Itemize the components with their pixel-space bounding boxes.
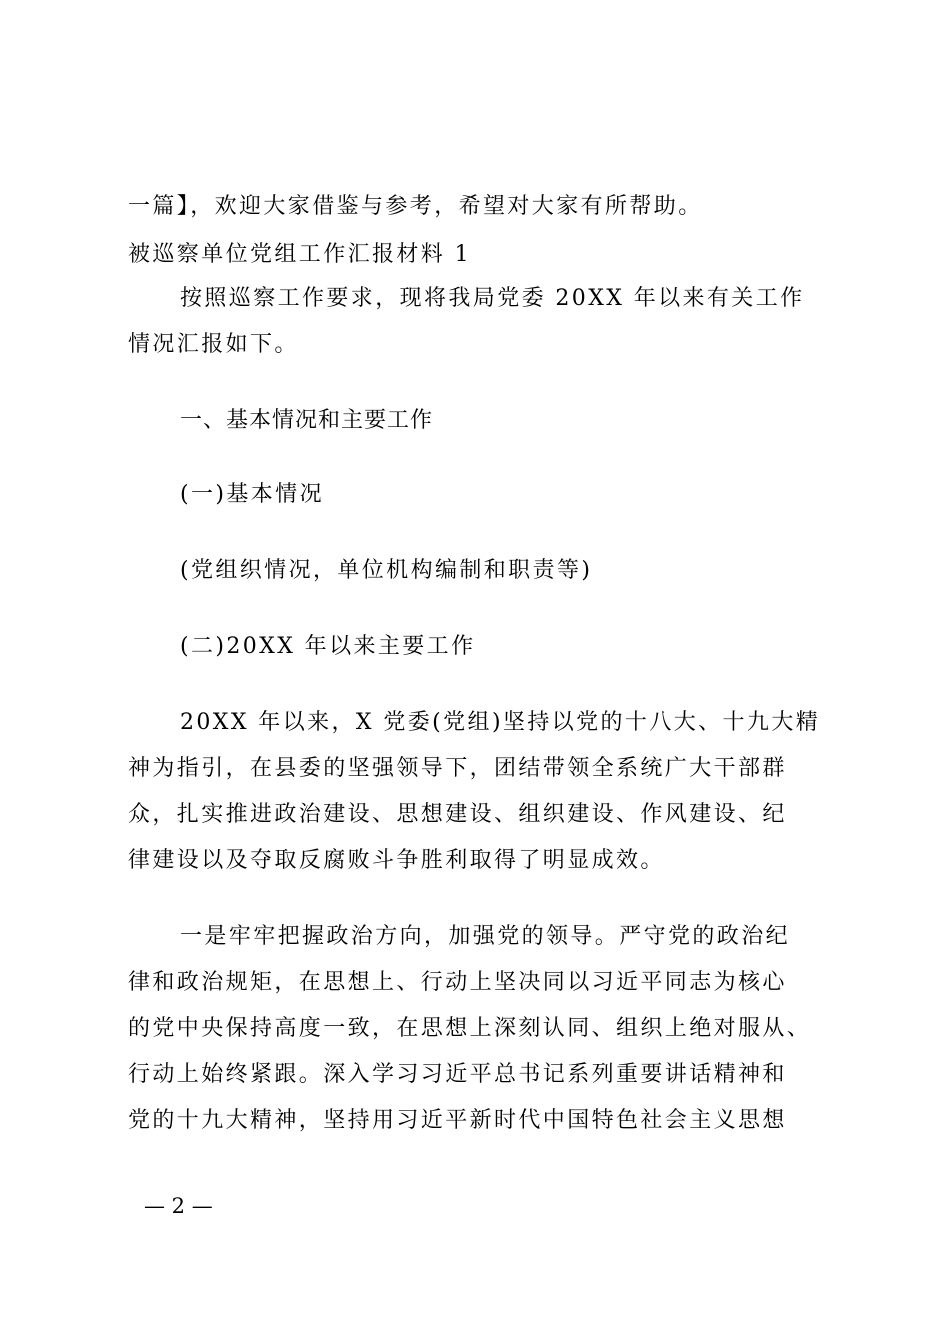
para-work-line-4: 律建设以及夺取反腐败斗争胜利取得了明显成效。 [128, 848, 665, 873]
intro-line: 一篇】，欢迎大家借鉴与参考，希望对大家有所帮助。 [128, 194, 703, 219]
para-work-line-1: 20XX 年以来，X 党委(党组)坚持以党的十八大、十九大精 [180, 710, 821, 735]
para-intro-line-2: 情况汇报如下。 [128, 332, 299, 357]
subsection-2-heading: (二)20XX 年以来主要工作 [180, 634, 476, 659]
para-work-line-3: 众，扎实推进政治建设、思想建设、组织建设、作风建设、纪 [128, 802, 787, 827]
subsection-1-heading: (一)基本情况 [180, 482, 324, 507]
para-work-line-2: 神为指引，在县委的坚强领导下，团结带领全系统广大干部群 [128, 756, 787, 781]
subsection-1-note: (党组织情况，单位机构编制和职责等) [180, 558, 593, 583]
para-politics-line-4: 行动上始终紧跟。深入学习习近平总书记系列重要讲话精神和 [128, 1062, 787, 1087]
para-intro-line-1: 按照巡察工作要求，现将我局党委 20XX 年以来有关工作 [180, 286, 805, 311]
para-politics-line-3: 的党中央保持高度一致，在思想上深刻认同、组织上绝对服从、 [128, 1016, 812, 1041]
section-1-heading: 一、基本情况和主要工作 [180, 408, 434, 433]
para-politics-line-1: 一是牢牢把握政治方向，加强党的领导。严守党的政治纪 [180, 924, 791, 949]
document-title: 被巡察单位党组工作汇报材料 1 [128, 242, 471, 267]
page-number: — 2 — [144, 1194, 213, 1218]
para-politics-line-5: 党的十九大精神，坚持用习近平新时代中国特色社会主义思想 [128, 1108, 787, 1133]
para-politics-line-2: 律和政治规矩，在思想上、行动上坚决同以习近平同志为核心 [128, 970, 787, 995]
